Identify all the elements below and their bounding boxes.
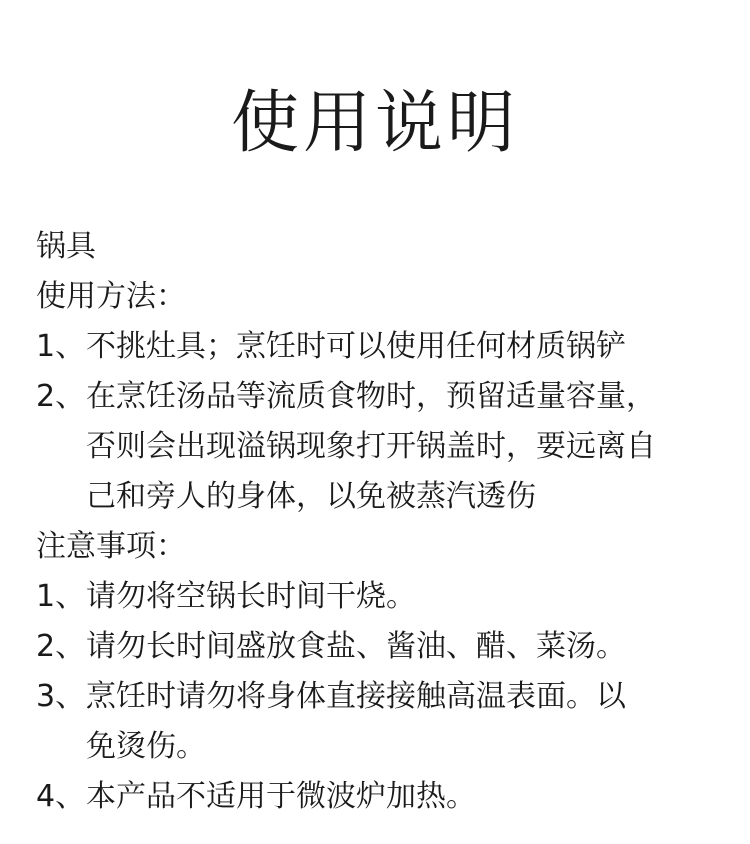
note-item [36, 572, 736, 622]
item-text: 不挑灶具；烹饪时可以使用任何材质锅铲 [86, 329, 626, 364]
item-text: 否则会出现溢锅现象打开锅盖时，要远离自 [86, 429, 656, 464]
item-text: 请勿长时间盛放食盐、酱油、醋、菜汤。 [86, 629, 626, 664]
page-title: 使用说明 [230, 84, 519, 163]
instructions-body [36, 222, 736, 822]
item-number: 1、 [36, 329, 86, 364]
item-text: 请勿将空锅长时间干烧。 [86, 579, 416, 614]
usage-item [36, 322, 736, 372]
item-text: 烹饪时请勿将身体直接接触高温表面。以 [86, 679, 626, 714]
note-item [36, 672, 736, 772]
note-item [36, 772, 736, 822]
item-number: 1、 [36, 579, 86, 614]
item-text: 己和旁人的身体，以免被蒸汽透伤 [86, 479, 536, 514]
item-text: 免烫伤。 [86, 729, 206, 764]
item-number: 3、 [36, 679, 86, 714]
note-item [36, 622, 736, 672]
usage-item [36, 372, 736, 522]
item-number: 2、 [36, 629, 86, 664]
item-text: 本产品不适用于微波炉加热。 [86, 779, 476, 814]
item-number: 2、 [36, 379, 86, 414]
usage-heading: 使用方法： [36, 279, 186, 314]
product-category: 锅具 [36, 229, 96, 264]
item-number: 4、 [36, 779, 86, 814]
notes-heading: 注意事项： [36, 529, 186, 564]
item-text: 在烹饪汤品等流质食物时，预留适量容量， [86, 379, 656, 414]
